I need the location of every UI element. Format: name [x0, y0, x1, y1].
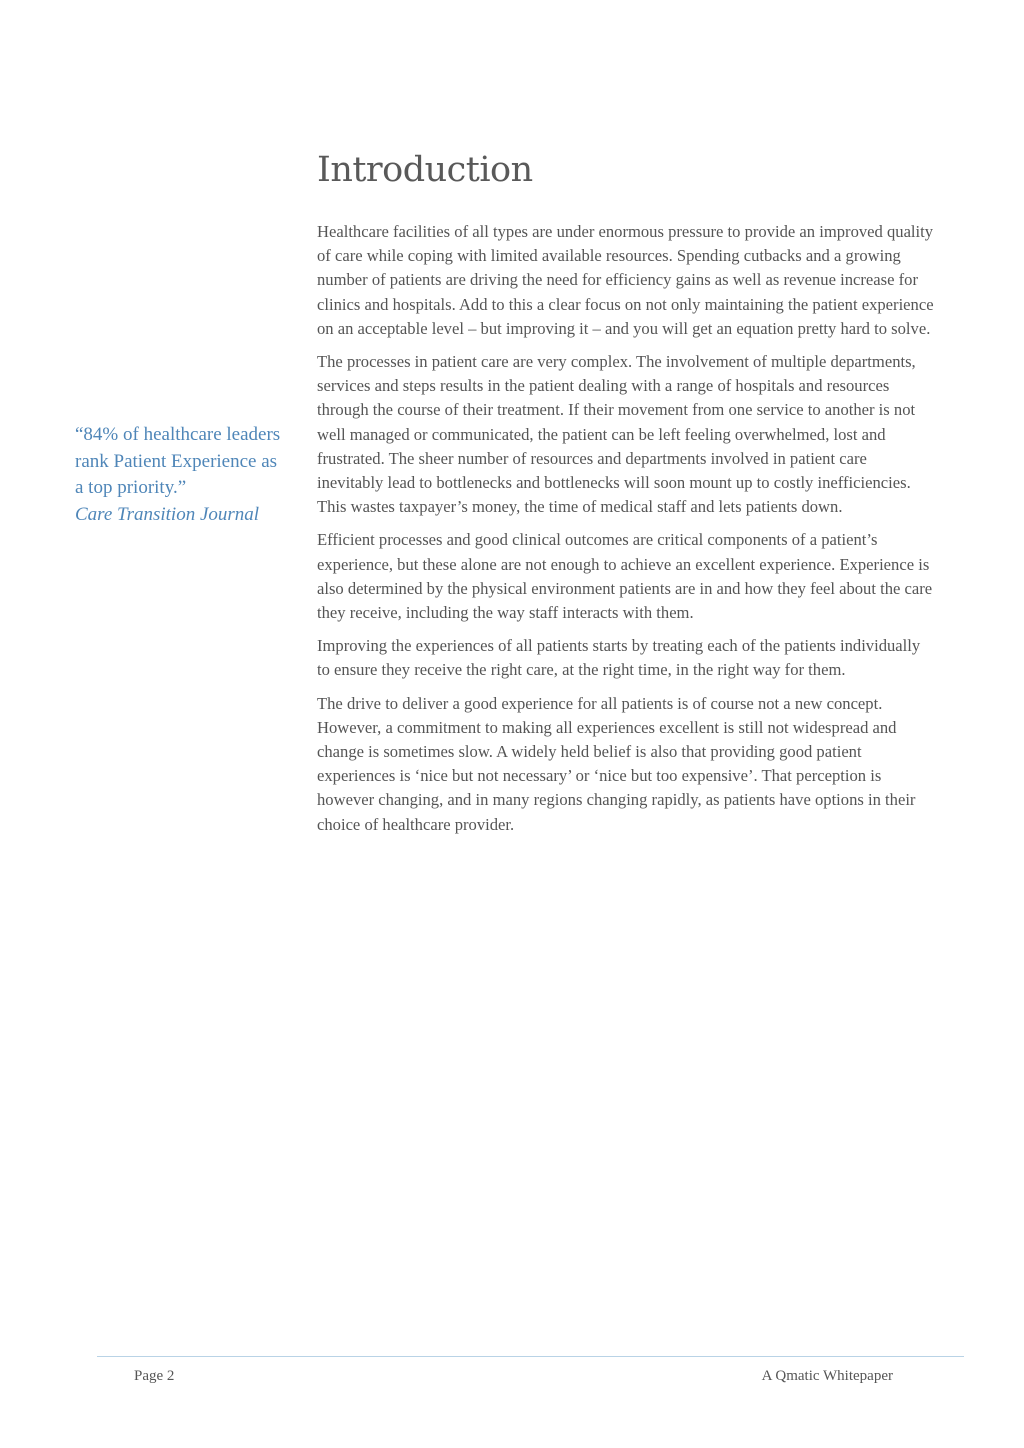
pull-quote-text: “84% of healthcare leaders rank Patient Experience as a top priority.”	[75, 424, 281, 499]
paragraph: The drive to deliver a good experience for all patients is of course not a new concept. However, a commitment to making all experiences excellent is still not widespread and change is sometimes slow. A widely held belief is also that providing good patient experiences is ‘nice but not necessary’ or ‘nice but too expensive’. That perception is however changing, and in many regions changing rapidly, as patients have options in their choice of healthcare provider.	[317, 693, 916, 834]
pull-quote-source: Care Transition Journal	[75, 503, 260, 525]
pull-quote	[75, 422, 290, 528]
paragraph: Improving the experiences of all patients starts by treating each of the patients individually to ensure they receive the right care, at the right time, in the right way for them.	[317, 636, 921, 680]
page-number: Page 2	[134, 1368, 175, 1384]
page-title: Introduction	[317, 150, 533, 190]
paragraph: The processes in patient care are very complex. The involvement of multiple departments, services and steps results in the patient dealing with a range of hospitals and resources through the course of their treatment. If their movement from one service to another is not well managed or communicated, the patient can be left feeling overwhelmed, lost and frustrated. The sheer number of resources and departments involved in patient care inevitably lead to bottlenecks and bottlenecks will soon mount up to costly inefficiencies. This wastes taxpayer’s money, the time of medical staff and lets patients down.	[317, 352, 916, 517]
paragraph: Healthcare facilities of all types are under enormous pressure to provide an improved quality of care while coping with limited available resources. Spending cutbacks and a growing number of patients are driving the need for efficiency gains as well as revenue increase for clinics and hospitals. Add to this a clear focus on not only maintaining the patient experience on an acceptable level – but improving it – and you will get an equation pretty hard to solve.	[317, 222, 934, 338]
publication-name: A Qmatic Whitepaper	[761, 1368, 893, 1384]
paragraph: Efficient processes and good clinical outcomes are critical components of a patient’s experience, but these alone are not enough to achieve an excellent experience. Experience is also determined by the physical environment patients are in and how they feel about the care they receive, including the way staff interacts with them.	[317, 530, 933, 623]
body-text	[317, 220, 937, 846]
footer-divider	[97, 1356, 964, 1357]
